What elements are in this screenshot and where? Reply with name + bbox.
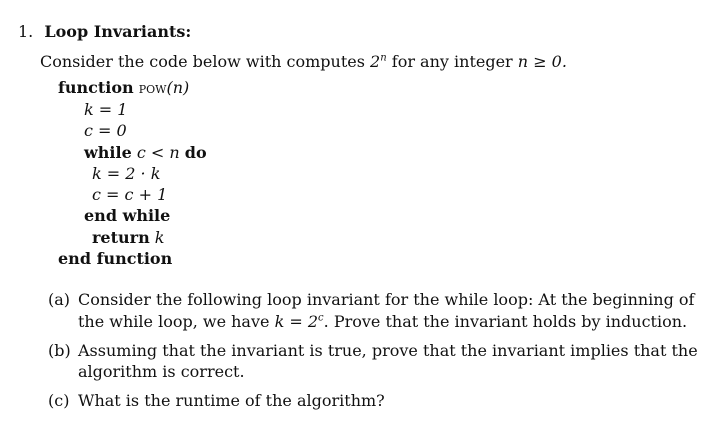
part-c-line1: What is the runtime of the algorithm? <box>78 391 385 410</box>
function-params: (n) <box>166 78 190 97</box>
function-name: pow <box>138 78 167 97</box>
problem-heading <box>18 22 191 41</box>
while-condition: c < n <box>136 143 180 162</box>
part-a-line2-prefix: the while loop, we have <box>78 312 270 331</box>
part-b-label: (b) <box>48 341 71 360</box>
end-function: end function <box>58 249 173 268</box>
function-keyword: function <box>58 78 134 97</box>
while-keyword: while <box>84 143 132 162</box>
part-b-line1: Assuming that the invariant is true, prove that the invariant implies that the <box>78 341 698 360</box>
return-keyword: return <box>92 228 150 247</box>
code-line-c-init: c = 0 <box>84 121 127 140</box>
part-a-invariant: $k = 2^c$ <box>274 312 324 331</box>
intro-condition: n ≥ 0. <box>517 52 567 71</box>
part-c-label: (c) <box>48 391 70 410</box>
part-a-line2-suffix: . Prove that the invariant holds by induction. <box>323 312 688 331</box>
problem-number: 1. <box>18 22 34 41</box>
return-value: k <box>154 228 165 247</box>
problem-intro <box>40 52 567 71</box>
code-line-k-update: k = 2 · k <box>92 164 161 183</box>
code-line-k-init: k = 1 <box>84 100 128 119</box>
part-a-line1: Consider the following loop invariant for the while loop: At the beginning of <box>78 290 695 309</box>
part-b-line2: algorithm is correct. <box>78 362 245 381</box>
return-line <box>92 228 165 247</box>
function-header <box>58 78 189 97</box>
intro-power: 2$^n$ <box>370 52 387 71</box>
part-a-line2 <box>78 312 687 331</box>
part-a-label: (a) <box>48 290 71 309</box>
intro-prefix: Consider the code below with computes <box>40 52 365 71</box>
intro-suffix: for any integer <box>391 52 513 71</box>
problem-title: Loop Invariants: <box>44 22 192 41</box>
while-header <box>84 143 207 162</box>
do-keyword: do <box>184 143 207 162</box>
code-line-c-update: c = c + 1 <box>92 185 168 204</box>
end-while: end while <box>84 206 171 225</box>
